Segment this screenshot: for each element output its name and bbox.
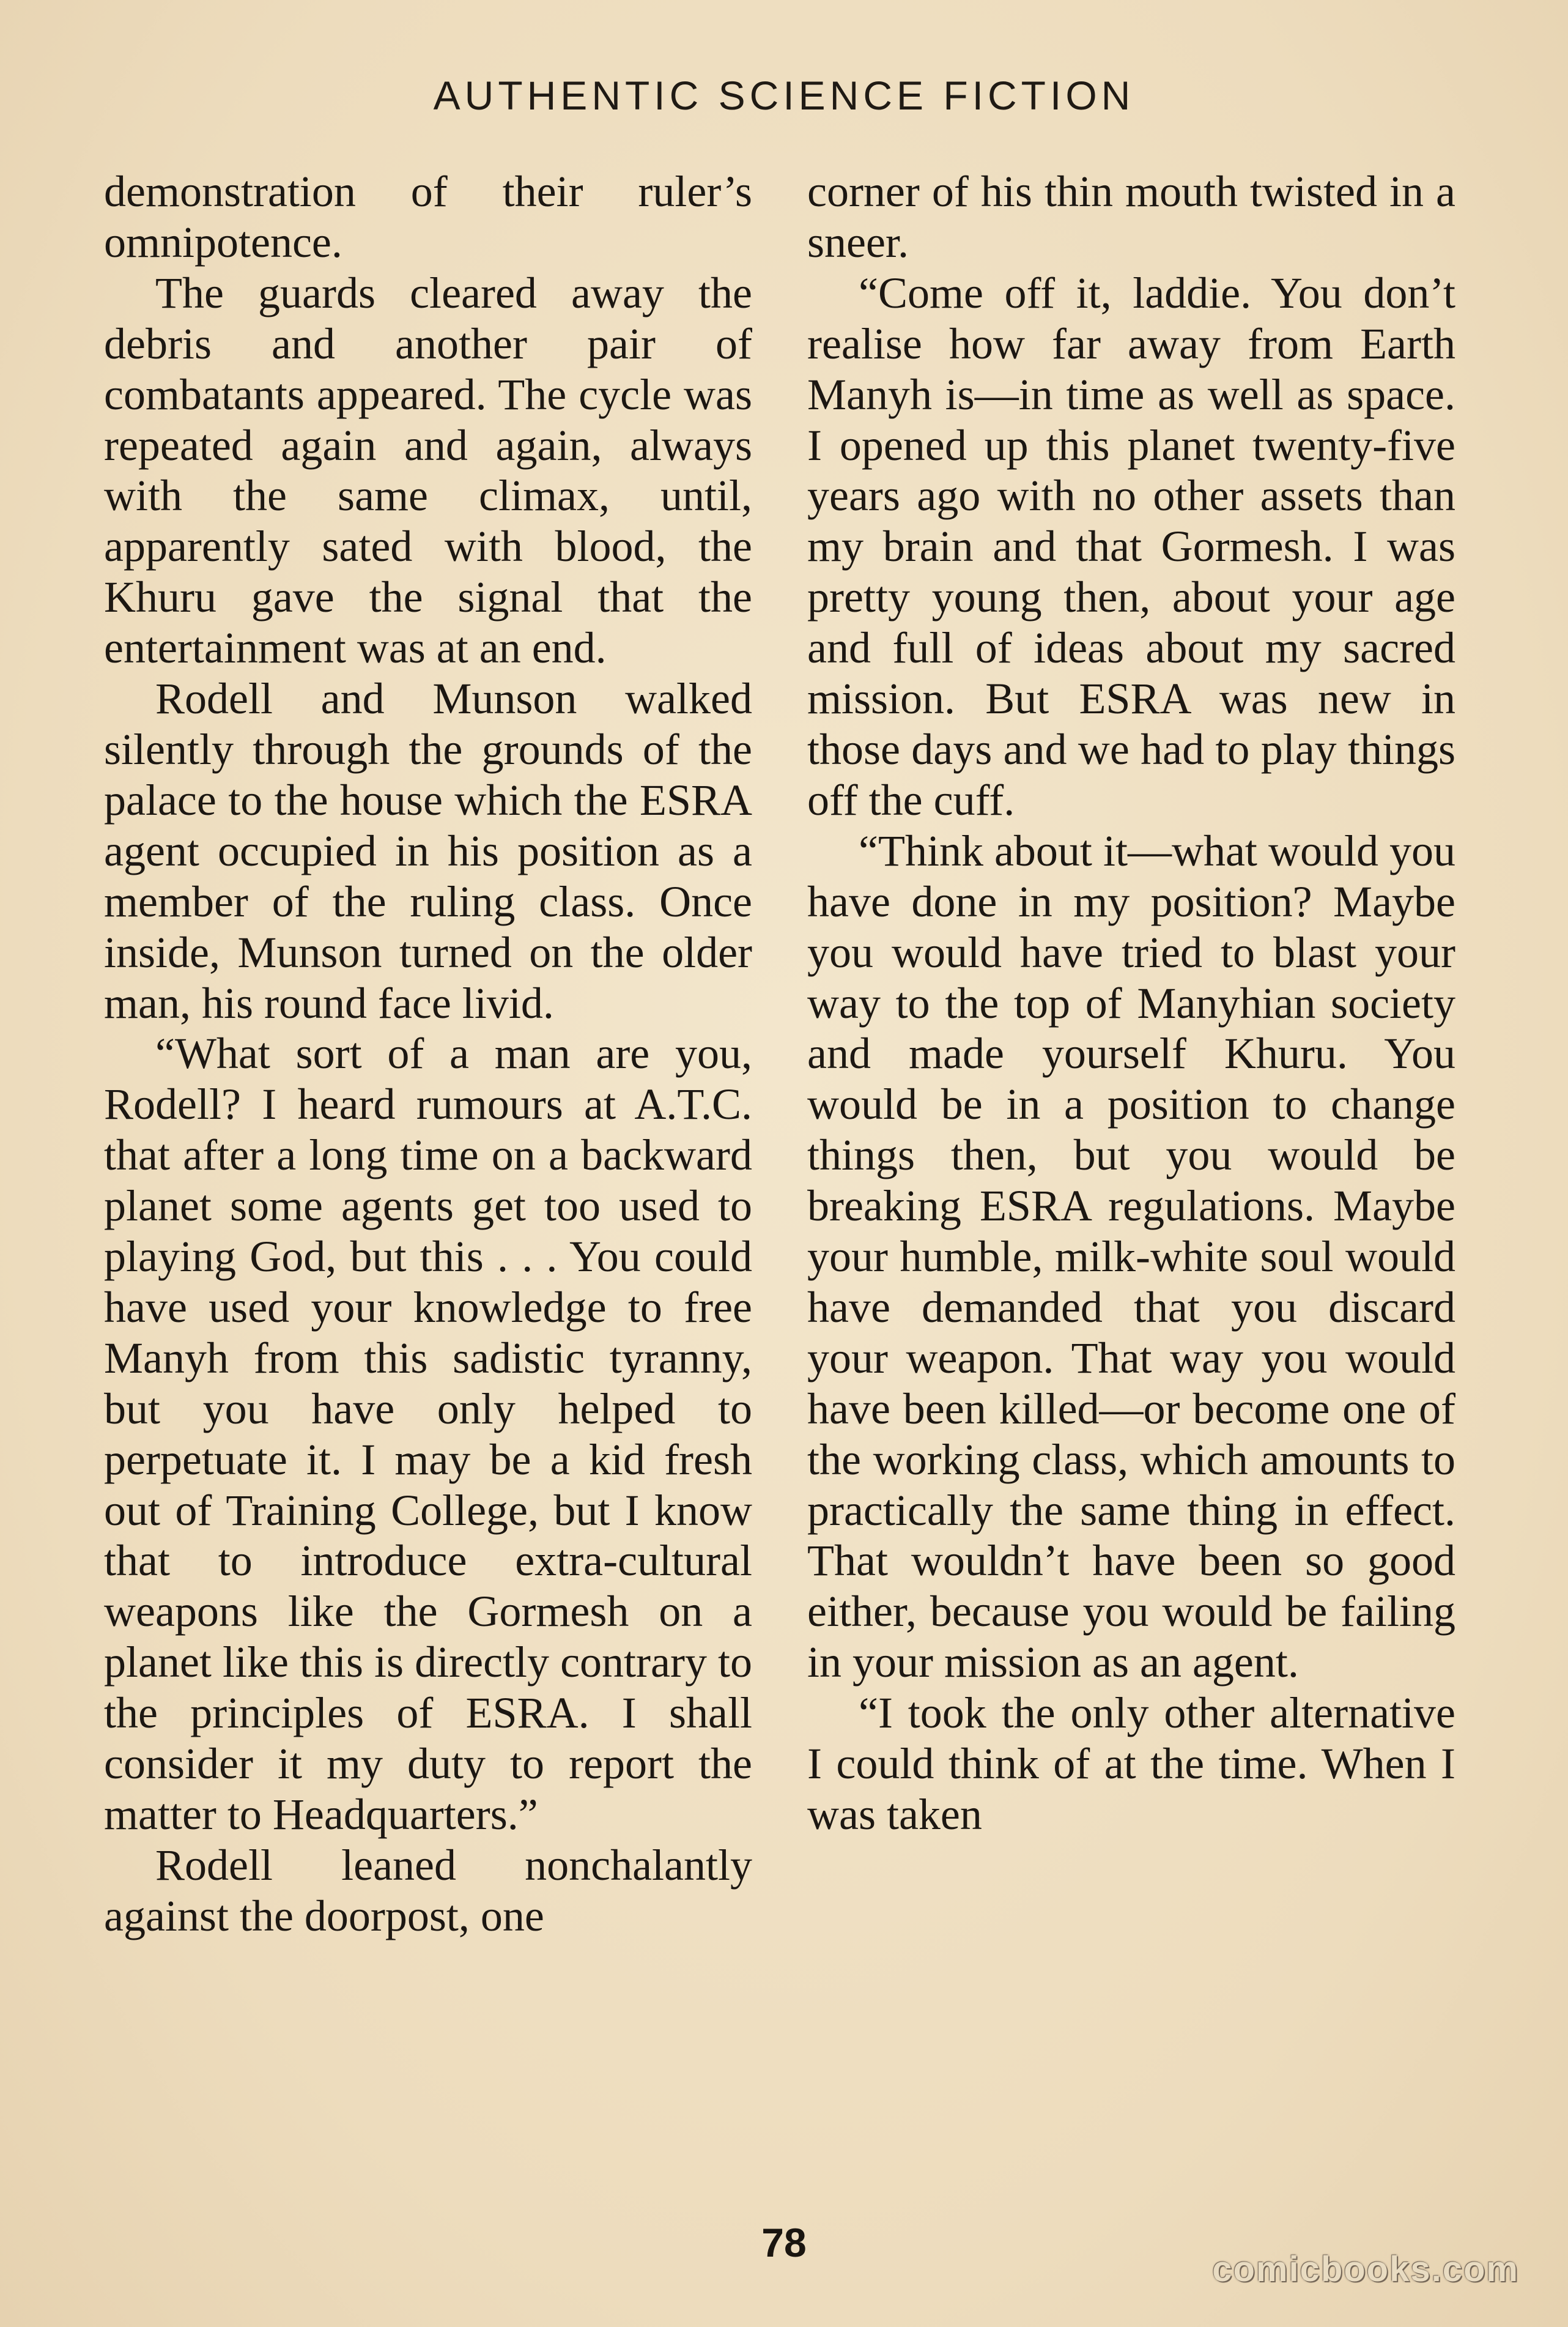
running-header: AUTHENTIC SCIENCE FICTION	[433, 73, 1135, 118]
right-text-column	[807, 166, 1455, 1840]
paragraph: “Come off it, laddie. You don’t realise how far away from Earth Manyh is—in time as well as space. I opened up this planet twenty-five years ago with no other assets than my brain and that Gormesh. I was pretty young then, about your age and full of ideas about my sacred mission. But ESRA was new in those days and we had to play things off the cuff.	[807, 268, 1455, 825]
paragraph: “I took the only other alternative I could think of at the time. When I was taken	[807, 1688, 1455, 1839]
paragraph: corner of his thin mouth twisted in a sneer.	[807, 167, 1455, 267]
paragraph: “Think about it—what would you have done in my position? Maybe you would have tried to blast your way to the top of Manyhian society and made yourself Khuru. You would be in a position to change things then, but you would be breaking ESRA regulations. Maybe your humble, milk-white soul would have demanded that you discard your weapon. That way you would have been killed—or become one of the working class, which amounts to practically the same thing in effect. That wouldn’t have been so good either, because you would be failing in your mission as an agent.	[807, 826, 1455, 1687]
page-number: 78	[761, 2220, 807, 2265]
paragraph: “What sort of a man are you, Rodell? I heard rumours at A.T.C. that after a long time on a backward planet some agents get too used to playing God, but this . . . You could have used your knowledge to free Manyh from this sadistic tyranny, but you have only helped to perpetuate it. I may be a kid fresh out of Training College, but I know that to introduce extra-cultural weapons like the Gormesh on a planet like this is directly contrary to the principles of ESRA. I shall consider it my duty to report the matter to Headquarters.”	[104, 1029, 752, 1839]
left-text-column	[104, 166, 752, 1942]
paragraph: Rodell leaned nonchalantly against the doorpost, one	[104, 1840, 752, 1940]
paragraph: demonstration of their ruler’s omnipotence.	[104, 167, 752, 267]
paragraph: The guards cleared away the debris and another pair of combatants appeared. The cycle was repeated again and again, always with the same climax, until, apparently sated with blood, the Khuru gave the signal that the entertainment was at an end.	[104, 268, 752, 673]
watermark: comicbooks.com	[1212, 2249, 1519, 2289]
paragraph: Rodell and Munson walked silently through the grounds of the palace to the house which the ESRA agent occupied in his position as a member of the ruling class. Once inside, Munson turned on the older man, his round face livid.	[104, 674, 752, 1028]
